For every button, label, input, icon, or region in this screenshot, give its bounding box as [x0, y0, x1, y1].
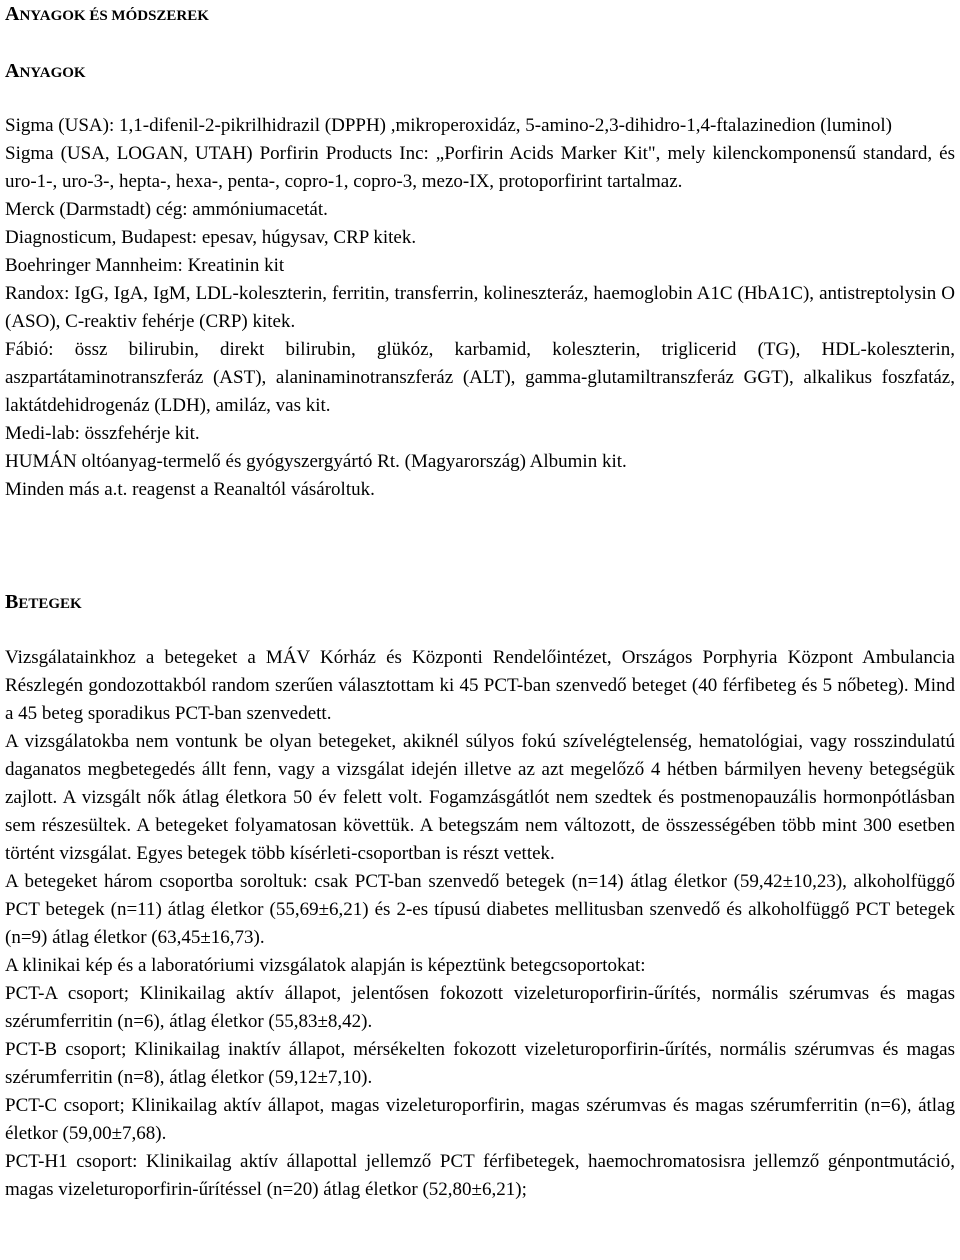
patients-paragraph: A vizsgálatokba nem vontunk be olyan betegeket, akiknél súlyos fokú szívelégtelenség, hematológiai, vagy rosszindulatú daganatos megbetegedés állt fenn, vagy a vizsgálat idején illetve az azt megelőző 4 hétben bármilyen heveny betegségük zajlott. A vizsgált nők átlag életkora 50 év felett volt. Fogamzásgátlót nem szedtek és postmenopauzális hormonpótlásban sem részesültek. A betegeket folyamatosan követtük. A betegszám nem változott, de összességében több mint 300 esetben történt vizsgálat. Egyes betegek több kísérleti-csoportban is részt vettek. — [5, 731, 955, 864]
patients-paragraph: PCT-A csoport; Klinikailag aktív állapot, jelentősen fokozott vizeleturoporfirin-űrítés, normális szérumvas és magas szérumferritin (n=6), átlag életkor (55,83±8,42). — [5, 983, 955, 1032]
patients-paragraph: A betegeket három csoportba soroltuk: csak PCT-ban szenvedő betegek (n=14) átlag életkor (59,42±10,23), alkoholfüggő PCT betegek (n=11) átlag életkor (55,69±6,21) és 2-es típusú diabetes mellitusban szenvedő és alkoholfüggő PCT betegek (n=9) átlag életkor (63,45±16,73). — [5, 871, 955, 948]
materials-list — [5, 112, 955, 504]
materials-item: Diagnosticum, Budapest: epesav, húgysav, CRP kitek. — [5, 227, 417, 248]
patients-paragraph: PCT-B csoport; Klinikailag inaktív állapot, mérsékelten fokozott vizeleturoporfirin-űrítés, normális szérumvas és magas szérumferritin (n=8), átlag életkor (59,12±7,10). — [5, 1039, 955, 1088]
materials-item: HUMÁN oltóanyag-termelő és gyógyszergyártó Rt. (Magyarország) Albumin kit. — [5, 451, 627, 472]
patients-paragraph: PCT-H1 csoport: Klinikailag aktív állapottal jellemző PCT férfibetegek, haemochromatosisra jellemző génpontmutáció, magas vizeleturoporfirin-űrítéssel (n=20) átlag életkor (52,80±6,21); — [5, 1151, 955, 1200]
patients-paragraph: Vizsgálatainkhoz a betegeket a MÁV Kórház és Központi Rendelőintézet, Országos Porphyria Központ Ambulancia Részlegén gondozottakból random szerűen választottam ki 45 PCT-ban szenvedő beteget (40 férfibeteg és 5 nőbeteg). Mind a 45 beteg sporadikus PCT-ban szenvedett. — [5, 647, 955, 724]
patients-heading: BETEGEK — [5, 591, 82, 613]
materials-item: Merck (Darmstadt) cég: ammóniumacetát. — [5, 199, 328, 220]
materials-item: Medi-lab: összfehérje kit. — [5, 423, 200, 444]
materials-item: Boehringer Mannheim: Kreatinin kit — [5, 255, 285, 276]
patients-paragraph: A klinikai kép és a laboratóriumi vizsgálatok alapján is képeztünk betegcsoportokat: — [5, 955, 646, 976]
materials-item: Randox: IgG, IgA, IgM, LDL-koleszterin, ferritin, transferrin, kolineszteráz, haemoglobin A1C (HbA1C), antistreptolysin O (ASO), C-reaktiv fehérje (CRP) kitek. — [5, 283, 955, 332]
patients-paragraph: PCT-C csoport; Klinikailag aktív állapot, magas vizeleturoporfirin, magas szérumvas és magas szérumferritin (n=6), átlag életkor (59,00±7,68). — [5, 1095, 955, 1144]
materials-item: Sigma (USA): 1,1-difenil-2-pikrilhidrazil (DPPH) ,mikroperoxidáz, 5-amino-2,3-dihidro-1,4-ftalazinedion (luminol) — [5, 115, 892, 136]
materials-heading: ANYAGOK — [5, 60, 86, 82]
materials-item: Fábió: össz bilirubin, direkt bilirubin, glükóz, karbamid, koleszterin, triglicerid (TG), HDL-koleszterin, aszpartátaminotranszferáz (AST), alaninaminotranszferáz (ALT), gamma-glutamiltranszferáz GGT), alkalikus foszfatáz, laktátdehidrogenáz (LDH), amiláz, vas kit. — [5, 339, 955, 416]
materials-item: Minden más a.t. reagenst a Reanaltól vásároltuk. — [5, 479, 375, 500]
section-title: ANYAGOK ÉS MÓDSZEREK — [5, 3, 209, 25]
materials-item: Sigma (USA, LOGAN, UTAH) Porfirin Products Inc: „Porfirin Acids Marker Kit", mely kilenckomponensű standard, és uro-1-, uro-3-, hepta-, hexa-, penta-, copro-1, copro-3, mezo-IX, protoporfirint tartalmaz. — [5, 143, 955, 192]
patients-text — [5, 644, 955, 1204]
